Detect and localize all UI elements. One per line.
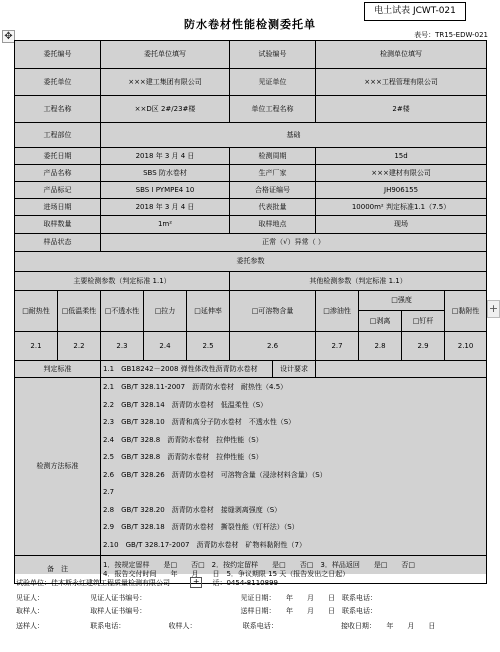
method-line: 2.1 GB/T 328.11-2007 沥青防水卷材 耐热性（4.5）	[103, 383, 288, 391]
param-checkbox-elongation[interactable]: □延伸率	[187, 291, 230, 332]
sampler-cert-label: 取样人证书编号：	[90, 607, 147, 615]
cell-label: 样品状态	[15, 234, 101, 252]
table-row	[15, 291, 487, 311]
receiver-phone-label: 联系电话：	[242, 622, 278, 630]
param-checkbox-strength[interactable]: □强度	[359, 291, 445, 311]
cell-label: 进场日期	[15, 199, 101, 216]
cell-label: 工程名称	[15, 96, 101, 123]
cell-value[interactable]: 现场	[316, 216, 487, 234]
lab-phone: 话：0454-8110899	[212, 578, 278, 587]
cell-value[interactable]: ××D区 2#/23#楼	[101, 96, 230, 123]
cell-label: 委托编号	[15, 41, 101, 69]
params-section-title: 委托参数	[15, 252, 487, 272]
footer-lab-row	[16, 577, 278, 588]
sender-phone-label: 联系电话：	[90, 622, 126, 630]
cell-label: 见证单位	[230, 69, 316, 96]
cell-value[interactable]: 15d	[316, 148, 487, 165]
witness-date-label: 见证日期： 年 月 日 联系电话：	[240, 594, 377, 602]
cell-value[interactable]: SBS 防水卷材	[101, 165, 230, 182]
method-line: 2.8 GB/T 328.20 沥青防水卷材 接缝剥离强度（S）	[103, 505, 282, 514]
method-line: 2.9 GB/T 328.18 沥青防水卷材 撕裂性能（钉杆法）（S）	[103, 523, 299, 531]
cell-value[interactable]: 2#楼	[316, 96, 487, 123]
cell-value[interactable]: SBS Ⅰ PYMPE4 10	[101, 182, 230, 199]
standard-label: 判定标准	[15, 361, 101, 378]
witness-label: 见证人：	[16, 594, 44, 602]
table-row	[15, 148, 487, 165]
main-params-title: 主要检测参数（判定标准 1.1）	[15, 272, 230, 291]
form-number: 表号：TR15-EDW-021	[414, 31, 488, 39]
witness-cert-label: 见证人证书编号：	[90, 594, 147, 602]
cell-label: 取样地点	[230, 216, 316, 234]
table-row	[15, 69, 487, 96]
move-icon[interactable]: ✥	[2, 30, 15, 43]
receive-date-label: 接收日期： 年 月 日	[340, 622, 436, 630]
method-line: 2.5 GB/T 328.8 沥青防水卷材 拉伸性能（S）	[103, 453, 263, 461]
method-standard-list	[101, 378, 487, 556]
cell-label: 工程部位	[15, 123, 101, 148]
cell-label: 代表批量	[230, 199, 316, 216]
design-requirement-value[interactable]	[316, 361, 487, 378]
cell-label: 委托单位	[15, 69, 101, 96]
plus-icon[interactable]: +	[190, 577, 202, 588]
table-row	[15, 96, 487, 123]
remarks-line: 1．按规定留样 是□ 否□ 2．按约定留样 是□ 否□ 3．样品返回 是□ 否□	[103, 560, 416, 569]
param-checkbox-oil[interactable]: □渗油性	[316, 291, 359, 332]
page-title: 防水卷材性能检测委托单	[184, 18, 316, 31]
param-number: 2.6	[230, 332, 316, 361]
cell-value[interactable]: ×××建材有限公司	[316, 165, 487, 182]
sampler-date-label: 送样日期： 年 月 日 联系电话：	[240, 607, 377, 615]
param-number: 2.9	[402, 332, 445, 361]
param-number: 2.2	[58, 332, 101, 361]
method-line: 2.2 GB/T 328.14 沥青防水卷材 低温柔性（S）	[103, 400, 268, 409]
form-code-box: 电土试表 JCWT-021	[364, 2, 466, 21]
method-line: 2.6 GB/T 328.26 沥青防水卷材 可溶物含量（浸涂材料含量）（S）	[103, 470, 327, 479]
cell-label: 生产厂家	[230, 165, 316, 182]
sender-label: 送样人：	[16, 622, 44, 630]
param-checkbox-peel[interactable]: □剥离	[359, 311, 402, 332]
param-checkbox-adhesion[interactable]: □黏附性	[445, 291, 487, 332]
receiver-label: 收样人：	[168, 622, 197, 630]
method-standard-label: 检测方法标准	[15, 378, 101, 556]
lab-name: 试验单位：佳木斯永红建筑工程质量检测有限公司	[16, 578, 170, 587]
sampler-label: 取样人：	[16, 607, 44, 615]
footer-sampler-row	[16, 606, 377, 616]
cell-value[interactable]: 基础	[101, 123, 487, 148]
table-row	[15, 123, 487, 148]
param-checkbox-nail[interactable]: □钉杆	[402, 311, 445, 332]
param-number: 2.3	[101, 332, 144, 361]
table-row	[15, 199, 487, 216]
cell-label: 单位工程名称	[230, 96, 316, 123]
other-params-title: 其他检测参数（判定标准 1.1）	[230, 272, 487, 291]
method-line: 2.4 GB/T 328.8 沥青防水卷材 拉伸性能（S）	[103, 435, 263, 444]
param-number: 2.5	[187, 332, 230, 361]
method-line: 2.10 GB/T 328.17-2007 沥青防水卷材 矿物料黏附性（7）	[103, 540, 306, 549]
table-row	[15, 216, 487, 234]
cell-value[interactable]: 2018 年 3 月 4 日	[101, 148, 230, 165]
table-row	[15, 378, 487, 556]
table-row	[15, 182, 487, 199]
cell-label: 委托日期	[15, 148, 101, 165]
remarks-line: 4．报告交付时间 年 月 日 5．争议期限 15 天（报告发出之日起）	[103, 569, 350, 578]
footer-sender-row	[16, 621, 435, 631]
param-number: 2.1	[15, 332, 58, 361]
standard-value[interactable]: 1.1 GB18242－2008 弹性体改性沥青防水卷材	[101, 361, 273, 378]
param-checkbox-tension[interactable]: □拉力	[144, 291, 187, 332]
cell-value[interactable]: ×××工程管理有限公司	[316, 69, 487, 96]
cell-label: 合格证编号	[230, 182, 316, 199]
method-line: 2.7	[103, 488, 115, 496]
table-row	[15, 272, 487, 291]
method-line: 2.3 GB/T 328.10 沥青和高分子防水卷材 不透水性（S）	[103, 418, 296, 426]
footer-witness-row	[16, 593, 377, 603]
param-number: 2.10	[445, 332, 487, 361]
cell-label: 检测周期	[230, 148, 316, 165]
table-row	[15, 252, 487, 272]
param-number: 2.7	[316, 332, 359, 361]
cell-value[interactable]: 10000m² 判定标准1.1（7.5）	[316, 199, 487, 216]
cell-value[interactable]: 1m²	[101, 216, 230, 234]
cell-value[interactable]: 委托单位填写	[101, 41, 230, 69]
table-row	[15, 332, 487, 361]
param-number: 2.8	[359, 332, 402, 361]
table-row	[15, 234, 487, 252]
plus-icon[interactable]: +	[487, 300, 500, 318]
cell-value[interactable]: 2018 年 3 月 4 日	[101, 199, 230, 216]
cell-label: 产品名称	[15, 165, 101, 182]
cell-label: 试验编号	[230, 41, 316, 69]
cell-label: 取样数量	[15, 216, 101, 234]
param-checkbox-soluble[interactable]: □可溶物含量	[230, 291, 316, 332]
design-requirement-label: 设计要求	[273, 361, 316, 378]
table-row	[15, 41, 487, 69]
sample-status-options[interactable]: 正常（√）异常（ ）	[101, 234, 487, 252]
cell-value[interactable]: ×××建工集团有限公司	[101, 69, 230, 96]
remarks-label: 备 注	[15, 556, 101, 584]
table-row	[15, 165, 487, 182]
table-row	[15, 361, 487, 378]
param-checkbox-lowtemp[interactable]: □低温柔性	[58, 291, 101, 332]
cell-value[interactable]: 检测单位填写	[316, 41, 487, 69]
param-number: 2.4	[144, 332, 187, 361]
param-checkbox-heat[interactable]: □耐热性	[15, 291, 58, 332]
commission-form-table	[14, 40, 487, 584]
cell-value[interactable]: JH906155	[316, 182, 487, 199]
param-checkbox-watertight[interactable]: □不透水性	[101, 291, 144, 332]
cell-label: 产品标记	[15, 182, 101, 199]
